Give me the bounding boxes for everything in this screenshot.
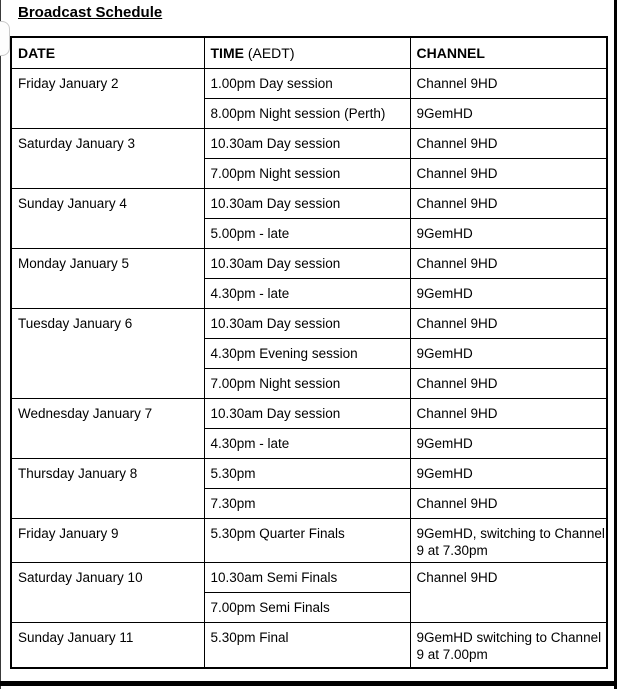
time-cell: 5.30pm Final xyxy=(204,622,410,668)
table-row xyxy=(11,562,607,592)
header-time-label: TIME xyxy=(210,45,244,61)
date-cell: Friday January 9 xyxy=(11,518,204,562)
header-channel xyxy=(410,37,607,68)
table-row xyxy=(11,308,607,338)
time-cell: 5.30pm xyxy=(204,458,410,488)
header-time-suffix: (AEDT) xyxy=(243,45,295,61)
channel-cell: 9GemHD xyxy=(410,218,607,248)
channel-cell: Channel 9HD xyxy=(410,128,607,158)
date-cell: Wednesday January 7 xyxy=(11,398,204,458)
date-cell: Saturday January 3 xyxy=(11,128,204,188)
time-cell: 4.30pm - late xyxy=(204,278,410,308)
time-cell: 5.00pm - late xyxy=(204,218,410,248)
time-cell: 1.00pm Day session xyxy=(204,68,410,98)
page-bottom-edge xyxy=(0,681,617,686)
header-date-label: DATE xyxy=(18,45,56,61)
date-cell: Monday January 5 xyxy=(11,248,204,308)
time-cell: 7.00pm Night session xyxy=(204,158,410,188)
table-row xyxy=(11,128,607,158)
channel-cell: 9GemHD switching to Channel 9 at 7.00pm xyxy=(410,622,607,668)
channel-cell: 9GemHD xyxy=(410,98,607,128)
table-row xyxy=(11,458,607,488)
time-cell: 8.00pm Night session (Perth) xyxy=(204,98,410,128)
header-time xyxy=(204,37,410,68)
time-cell: 7.00pm Night session xyxy=(204,368,410,398)
channel-cell: 9GemHD xyxy=(410,458,607,488)
time-cell: 10.30am Day session xyxy=(204,188,410,218)
table-row xyxy=(11,622,607,668)
channel-cell: 9GemHD xyxy=(410,278,607,308)
table-row xyxy=(11,518,607,562)
time-cell: 10.30am Day session xyxy=(204,248,410,278)
time-cell: 10.30am Day session xyxy=(204,128,410,158)
channel-cell: Channel 9HD xyxy=(410,562,607,622)
schedule-body xyxy=(11,68,607,668)
time-cell: 10.30am Day session xyxy=(204,398,410,428)
channel-cell: Channel 9HD xyxy=(410,188,607,218)
page-margin-tab xyxy=(0,21,10,56)
channel-cell: 9GemHD xyxy=(410,338,607,368)
table-row xyxy=(11,68,607,98)
header-channel-label: CHANNEL xyxy=(416,45,485,61)
date-cell: Sunday January 4 xyxy=(11,188,204,248)
channel-cell: 9GemHD xyxy=(410,428,607,458)
channel-cell: Channel 9HD xyxy=(410,488,607,518)
time-cell: 7.30pm xyxy=(204,488,410,518)
channel-cell: Channel 9HD xyxy=(410,398,607,428)
header-date xyxy=(11,37,204,68)
channel-cell: Channel 9HD xyxy=(410,158,607,188)
time-cell: 4.30pm - late xyxy=(204,428,410,458)
broadcast-schedule-table xyxy=(10,36,608,669)
date-cell: Sunday January 11 xyxy=(11,622,204,668)
date-cell: Tuesday January 6 xyxy=(11,308,204,398)
channel-cell: 9GemHD, switching to Channel 9 at 7.30pm xyxy=(410,518,607,562)
header-row xyxy=(11,37,607,68)
time-cell: 5.30pm Quarter Finals xyxy=(204,518,410,562)
channel-cell: Channel 9HD xyxy=(410,308,607,338)
page-left-edge xyxy=(0,0,1,689)
date-cell: Friday January 2 xyxy=(11,68,204,128)
channel-cell: Channel 9HD xyxy=(410,368,607,398)
date-cell: Thursday January 8 xyxy=(11,458,204,518)
table-row xyxy=(11,398,607,428)
time-cell: 10.30am Day session xyxy=(204,308,410,338)
page-title: Broadcast Schedule xyxy=(18,4,163,21)
channel-cell: Channel 9HD xyxy=(410,248,607,278)
time-cell: 10.30am Semi Finals xyxy=(204,562,410,592)
date-cell: Saturday January 10 xyxy=(11,562,204,622)
table-row xyxy=(11,188,607,218)
time-cell: 7.00pm Semi Finals xyxy=(204,592,410,622)
time-cell: 4.30pm Evening session xyxy=(204,338,410,368)
table-row xyxy=(11,248,607,278)
channel-cell: Channel 9HD xyxy=(410,68,607,98)
